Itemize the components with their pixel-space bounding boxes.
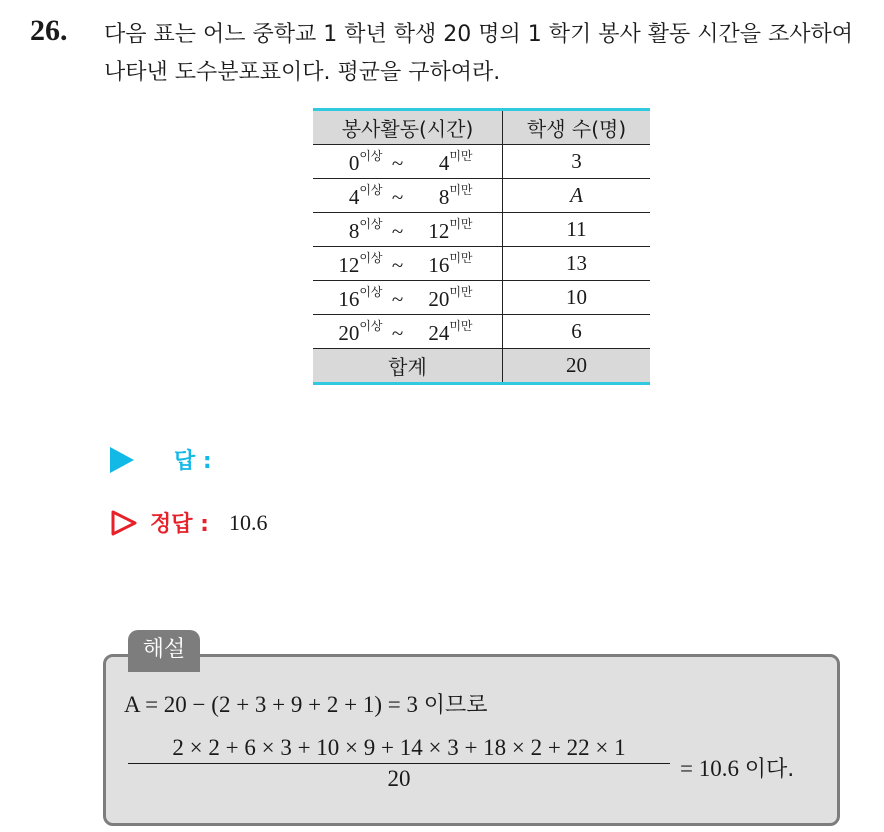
outline-triangle-icon (110, 509, 138, 537)
student-count: A (570, 183, 583, 207)
to-suffix: 미만 (449, 149, 473, 163)
range-to: 24 (428, 321, 450, 345)
fraction-numerator: 2 × 2 + 6 × 3 + 10 × 9 + 14 × 3 + 18 × 2 + 22 × 1 (128, 735, 670, 764)
total-label: 합계 (313, 349, 503, 384)
range-tilde: ~ (391, 253, 404, 277)
hours-range-cell (313, 213, 503, 247)
solution-tab: 해설 (128, 630, 200, 672)
student-count-cell (503, 281, 651, 315)
range-tilde: ~ (391, 151, 404, 175)
range-from: 16 (338, 287, 360, 311)
to-suffix: 미만 (449, 251, 473, 265)
student-count-cell (503, 179, 651, 213)
student-count: 3 (571, 149, 582, 173)
table-row (313, 145, 650, 179)
header-hours: 봉사활동(시간) (313, 110, 503, 145)
student-count: 6 (571, 319, 582, 343)
correct-answer-label: 정답 : (150, 512, 209, 537)
from-suffix: 이상 (359, 285, 383, 299)
range-from: 12 (338, 253, 360, 277)
range-to: 4 (438, 151, 450, 175)
frequency-table (313, 108, 650, 385)
total-value: 20 (503, 349, 651, 384)
table-total-row (313, 349, 650, 384)
hours-range-cell (313, 179, 503, 213)
answer-row (110, 444, 212, 475)
student-count-cell (503, 145, 651, 179)
hours-range-cell (313, 247, 503, 281)
from-suffix: 이상 (359, 319, 383, 333)
to-suffix: 미만 (449, 319, 473, 333)
table-row (313, 315, 650, 349)
solution-fraction (128, 735, 670, 792)
student-count-cell (503, 213, 651, 247)
solution-result (680, 752, 794, 783)
student-count-cell (503, 315, 651, 349)
from-suffix: 이상 (359, 217, 383, 231)
play-triangle-icon (110, 447, 134, 473)
solution-result-suffix: 이다. (744, 757, 795, 782)
student-count: 13 (566, 251, 587, 275)
to-suffix: 미만 (449, 285, 473, 299)
hours-range-cell (313, 315, 503, 349)
range-tilde: ~ (391, 321, 404, 345)
solution-equation: A = 20 − (2 + 3 + 9 + 2 + 1) = 3 (124, 692, 418, 717)
table-row (313, 213, 650, 247)
range-from: 0 (348, 151, 360, 175)
table-row (313, 247, 650, 281)
correct-answer-value: 10.6 (228, 509, 268, 535)
table-header-row (313, 110, 650, 145)
range-to: 20 (428, 287, 450, 311)
table-row (313, 281, 650, 315)
range-to: 16 (428, 253, 450, 277)
student-count: 10 (566, 285, 587, 309)
range-from: 4 (348, 185, 360, 209)
solution-line-1 (124, 688, 487, 719)
from-suffix: 이상 (359, 251, 383, 265)
table-row (313, 179, 650, 213)
question-text: 다음 표는 어느 중학교 1 학년 학생 20 명의 1 학기 봉사 활동 시간을 조사하여 나타낸 도수분포표이다. 평균을 구하여라. (104, 22, 853, 85)
from-suffix: 이상 (359, 149, 383, 163)
header-students: 학생 수(명) (503, 110, 651, 145)
from-suffix: 이상 (359, 183, 383, 197)
range-tilde: ~ (391, 287, 404, 311)
range-to: 12 (428, 219, 450, 243)
answer-label: 답 : (174, 449, 212, 474)
solution-result-value: = 10.6 (680, 756, 739, 781)
student-count-cell (503, 247, 651, 281)
solution-line-1-suffix: 이므로 (423, 693, 488, 718)
to-suffix: 미만 (449, 183, 473, 197)
to-suffix: 미만 (449, 217, 473, 231)
range-tilde: ~ (391, 185, 404, 209)
correct-answer-row (110, 507, 267, 538)
range-from: 20 (338, 321, 360, 345)
range-from: 8 (348, 219, 360, 243)
hours-range-cell (313, 145, 503, 179)
question-number: 26. (30, 14, 68, 47)
fraction-denominator: 20 (387, 766, 411, 791)
hours-range-cell (313, 281, 503, 315)
student-count: 11 (566, 217, 587, 241)
range-to: 8 (438, 185, 450, 209)
range-tilde: ~ (391, 219, 404, 243)
